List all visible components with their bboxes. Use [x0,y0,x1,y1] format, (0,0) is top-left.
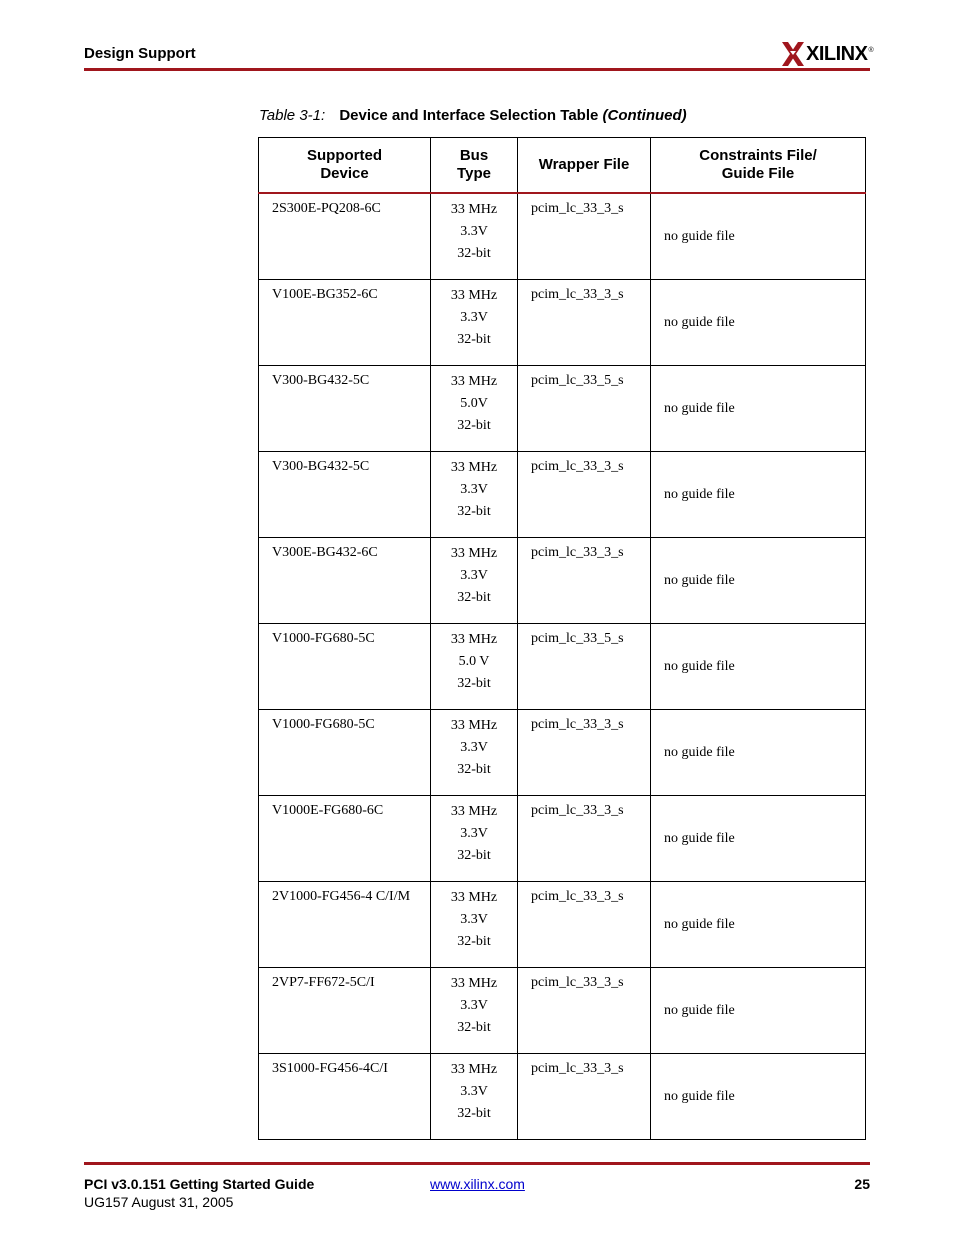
col-header-bus-type: Bus Type [431,138,518,194]
cell-supported-device: 2V1000-FG456-4 C/I/M [259,882,431,968]
cell-bus-type [431,796,518,882]
table-row [259,882,866,968]
cell-guide-file: no guide file [651,968,866,1054]
cell-wrapper-file: pcim_lc_33_3_s [518,796,651,882]
cell-supported-device: V1000E-FG680-6C [259,796,431,882]
cell-supported-device: V100E-BG352-6C [259,280,431,366]
cell-guide-file: no guide file [651,710,866,796]
bus-type-line: 33 MHz [450,976,498,991]
footer-website-link[interactable]: www.xilinx.com [430,1176,525,1192]
caption-continued: (Continued) [602,107,687,124]
section-title: Design Support [84,45,196,62]
caption-title: Device and Interface Selection Table [339,107,599,124]
cell-supported-device: V300-BG432-5C [259,452,431,538]
table-header-row [259,138,866,194]
col-header-supported-device: Supported Device [259,138,431,194]
cell-bus-type [431,882,518,968]
table-row [259,193,866,280]
cell-supported-device: V1000-FG680-5C [259,710,431,796]
cell-bus-type [431,193,518,280]
cell-wrapper-file: pcim_lc_33_3_s [518,882,651,968]
col-header-constraints-file: Constraints File/ Guide File [651,138,866,194]
cell-guide-file: no guide file [651,538,866,624]
table-caption [259,107,687,124]
bus-type-line: 33 MHz [450,288,498,303]
bus-type-line: 33 MHz [450,202,498,217]
cell-wrapper-file: pcim_lc_33_5_s [518,366,651,452]
table-row [259,710,866,796]
cell-wrapper-file: pcim_lc_33_5_s [518,624,651,710]
table-row [259,968,866,1054]
bus-type-line: 3.3V [460,912,488,927]
bus-type-line: 33 MHz [450,460,498,475]
cell-guide-file: no guide file [651,193,866,280]
bus-type-line: 33 MHz [450,632,498,647]
bus-type-line: 32-bit [457,1020,491,1035]
cell-wrapper-file: pcim_lc_33_3_s [518,452,651,538]
cell-bus-type [431,538,518,624]
bus-type-line: 33 MHz [450,1062,498,1077]
caption-label: Table 3-1: [259,107,326,124]
cell-supported-device: V1000-FG680-5C [259,624,431,710]
bus-type-line: 33 MHz [450,546,498,561]
bus-type-line: 32-bit [457,848,491,863]
table-row [259,624,866,710]
xilinx-x-icon [782,42,804,66]
bus-type-line: 33 MHz [450,374,498,389]
table-row [259,796,866,882]
table-row [259,1054,866,1140]
bus-type-line: 3.3V [460,740,488,755]
col-header-wrapper-file: Wrapper File [518,138,651,194]
cell-supported-device: 2S300E-PQ208-6C [259,193,431,280]
bus-type-line: 32-bit [457,762,491,777]
cell-guide-file: no guide file [651,796,866,882]
cell-guide-file: no guide file [651,366,866,452]
cell-bus-type [431,1054,518,1140]
table-row [259,280,866,366]
bus-type-line: 32-bit [457,246,491,261]
bus-type-line: 3.3V [460,482,488,497]
bus-type-line: 5.0V [460,396,488,411]
footer-doc-title: PCI v3.0.151 Getting Started Guide [84,1176,315,1192]
cell-wrapper-file: pcim_lc_33_3_s [518,280,651,366]
bus-type-line: 32-bit [457,418,491,433]
bus-type-line: 3.3V [460,1084,488,1099]
cell-bus-type [431,366,518,452]
cell-wrapper-file: pcim_lc_33_3_s [518,1054,651,1140]
cell-bus-type [431,452,518,538]
cell-guide-file: no guide file [651,280,866,366]
cell-guide-file: no guide file [651,452,866,538]
cell-supported-device: 2VP7-FF672-5C/I [259,968,431,1054]
cell-bus-type [431,624,518,710]
table-row [259,366,866,452]
cell-wrapper-file: pcim_lc_33_3_s [518,968,651,1054]
bus-type-line: 33 MHz [450,890,498,905]
bus-type-line: 32-bit [457,934,491,949]
cell-bus-type [431,968,518,1054]
cell-wrapper-file: pcim_lc_33_3_s [518,710,651,796]
cell-supported-device: 3S1000-FG456-4C/I [259,1054,431,1140]
cell-wrapper-file: pcim_lc_33_3_s [518,538,651,624]
cell-bus-type [431,710,518,796]
bus-type-line: 5.0 V [458,654,490,669]
cell-supported-device: V300E-BG432-6C [259,538,431,624]
table-row [259,452,866,538]
table-row [259,538,866,624]
cell-guide-file: no guide file [651,624,866,710]
bus-type-line: 3.3V [460,224,488,239]
cell-wrapper-file: pcim_lc_33_3_s [518,193,651,280]
page-number: 25 [854,1176,870,1192]
device-selection-table [258,137,866,1140]
bus-type-line: 32-bit [457,676,491,691]
bus-type-line: 33 MHz [450,804,498,819]
bus-type-line: 3.3V [460,568,488,583]
bus-type-line: 3.3V [460,998,488,1013]
footer-doc-id: UG157 August 31, 2005 [84,1194,234,1210]
logo-text: XILINX [806,43,868,65]
cell-guide-file: no guide file [651,1054,866,1140]
bus-type-line: 32-bit [457,504,491,519]
footer-rule [84,1162,870,1165]
bus-type-line: 32-bit [457,590,491,605]
bus-type-line: 3.3V [460,826,488,841]
cell-supported-device: V300-BG432-5C [259,366,431,452]
header-rule [84,68,870,71]
registered-mark: ® [868,46,874,54]
bus-type-line: 33 MHz [450,718,498,733]
bus-type-line: 3.3V [460,310,488,325]
cell-guide-file: no guide file [651,882,866,968]
xilinx-logo [782,41,874,67]
cell-bus-type [431,280,518,366]
bus-type-line: 32-bit [457,332,491,347]
bus-type-line: 32-bit [457,1106,491,1121]
